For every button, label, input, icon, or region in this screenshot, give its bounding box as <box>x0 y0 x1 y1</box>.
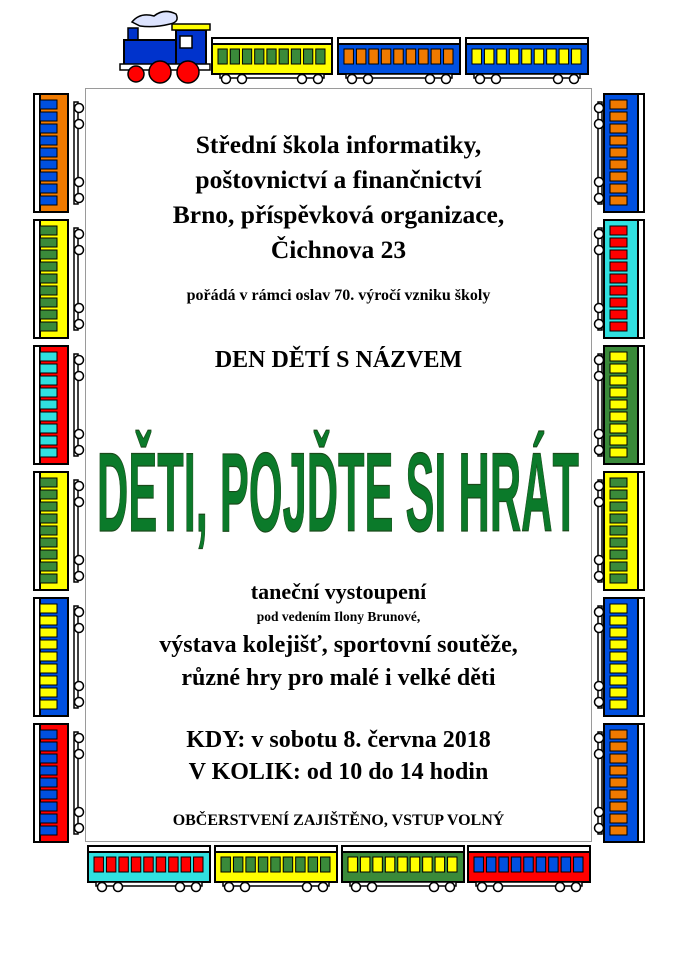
school-address: Čichnova 23 <box>270 235 407 264</box>
program-exhibition: výstava kolejišť, sportovní soutěže, <box>159 632 518 658</box>
railway-carriage-icon <box>466 38 588 84</box>
railway-carriage-icon <box>34 346 84 464</box>
railway-carriage-icon <box>34 472 84 590</box>
school-name-line-3: Brno, příspěvková organizace, <box>172 200 505 229</box>
railway-carriage-icon <box>595 724 645 842</box>
railway-carriage-icon <box>595 94 645 212</box>
railway-carriage-icon <box>338 38 460 84</box>
railway-carriage-icon <box>342 846 464 892</box>
event-time: V KOLIK: od 10 do 14 hodin <box>188 759 489 785</box>
footer-note: OBČERSTVENÍ ZAJIŠTĚNO, VSTUP VOLNÝ <box>172 812 505 829</box>
railway-carriage-icon <box>468 846 590 892</box>
program-games: různé hry pro malé i velké děti <box>181 665 496 691</box>
railway-carriage-icon <box>34 724 84 842</box>
program-dance: taneční vystoupení <box>250 579 427 604</box>
event-headline <box>86 411 591 551</box>
railway-carriage-icon <box>595 346 645 464</box>
railway-carriage-icon <box>595 472 645 590</box>
headline-text: DĚTI, POJĎTE SI HRÁT <box>97 430 579 551</box>
program-led-by: pod vedením Ilony Brunové, <box>256 609 421 624</box>
railway-carriage-icon <box>595 220 645 338</box>
steam-locomotive-icon <box>120 11 210 83</box>
railway-carriage-icon <box>595 598 645 716</box>
school-name-line-1: Střední škola informatiky, <box>195 130 482 159</box>
railway-carriage-icon <box>88 846 210 892</box>
railway-carriage-icon <box>34 94 84 212</box>
railway-carriage-icon <box>215 846 337 892</box>
organizes-text: pořádá v rámci oslav 70. výročí vzniku školy <box>186 287 491 304</box>
railway-carriage-icon <box>34 598 84 716</box>
event-intro: DEN DĚTÍ S NÁZVEM <box>214 347 463 373</box>
railway-carriage-icon <box>212 38 332 84</box>
school-name-line-2: poštovnictví a finančnictví <box>195 165 482 194</box>
railway-carriage-icon <box>34 220 84 338</box>
poster-panel <box>85 88 592 842</box>
event-date: KDY: v sobotu 8. června 2018 <box>186 727 491 753</box>
